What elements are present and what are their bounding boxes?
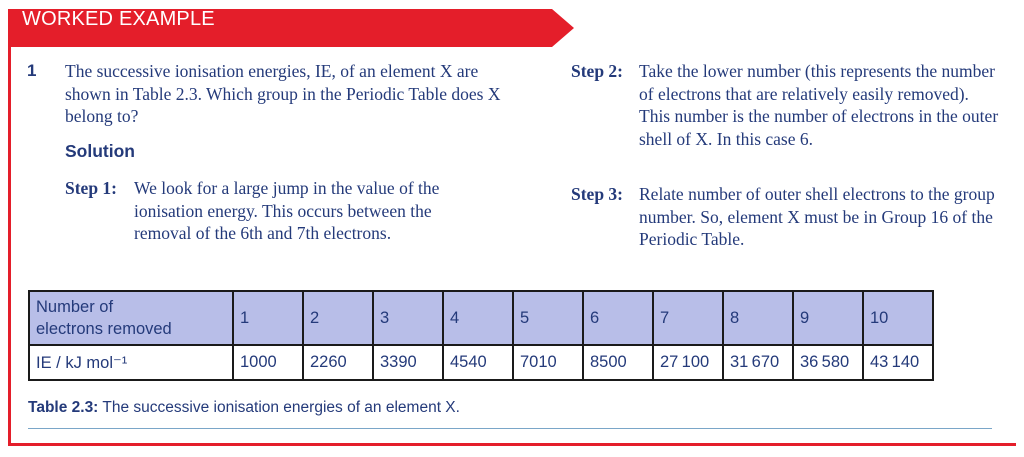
table-cell: 8500 [583, 345, 653, 380]
solution-heading: Solution [65, 141, 135, 161]
table-row [29, 291, 933, 345]
table-cell: 43 140 [863, 345, 933, 380]
table-cell: 1000 [233, 345, 303, 380]
table-cell: 1 [233, 291, 303, 345]
table-cell: 3 [373, 291, 443, 345]
row-header-line-2: electrons removed [36, 320, 172, 338]
question-text: The successive ionisation energies, IE, of an element X are shown in Table 2.3. Which group in the Periodic Table does X belong to? [65, 61, 501, 126]
ionisation-energy-table [28, 290, 934, 381]
table-cell: 4 [443, 291, 513, 345]
caption-divider [28, 428, 992, 429]
step-1-label: Step 1: [65, 178, 118, 198]
table-cell: 31 670 [723, 345, 793, 380]
table-cell: 6 [583, 291, 653, 345]
row-header-ie: IE / kJ mol⁻¹ [29, 345, 233, 380]
table-cell: 27 100 [653, 345, 723, 380]
table-cell: 7010 [513, 345, 583, 380]
step-3-label: Step 3: [571, 184, 624, 204]
table-caption [28, 399, 460, 417]
table-cell: 36 580 [793, 345, 863, 380]
table-row [29, 345, 933, 380]
table-cell: 2 [303, 291, 373, 345]
table-cell: 9 [793, 291, 863, 345]
question-number: 1 [27, 61, 37, 80]
table-cell: 8 [723, 291, 793, 345]
row-header-electrons [29, 291, 233, 345]
step-2-label: Step 2: [571, 61, 624, 81]
caption-label: Table 2.3: [28, 399, 99, 416]
table-cell: 4540 [443, 345, 513, 380]
banner-title: WORKED EXAMPLE [22, 8, 215, 30]
step-3-text: Relate number of outer shell electrons to the group number. So, element X must be in Group 16 of the Periodic Table. [639, 184, 995, 249]
caption-text: The successive ionisation energies of an element X. [98, 399, 460, 416]
table-cell: 3390 [373, 345, 443, 380]
table-cell: 2260 [303, 345, 373, 380]
table-cell: 7 [653, 291, 723, 345]
step-1-text: We look for a large jump in the value of the ionisation energy. This occurs between the removal of the 6th and 7th electrons. [134, 178, 440, 243]
table-cell: 5 [513, 291, 583, 345]
row-header-line-1: Number of [36, 298, 114, 316]
step-2-text: Take the lower number (this represents the number of electrons that are relatively easily removed). This number is the number of electrons in the outer shell of X. In this case 6. [639, 61, 999, 149]
table-cell: 10 [863, 291, 933, 345]
